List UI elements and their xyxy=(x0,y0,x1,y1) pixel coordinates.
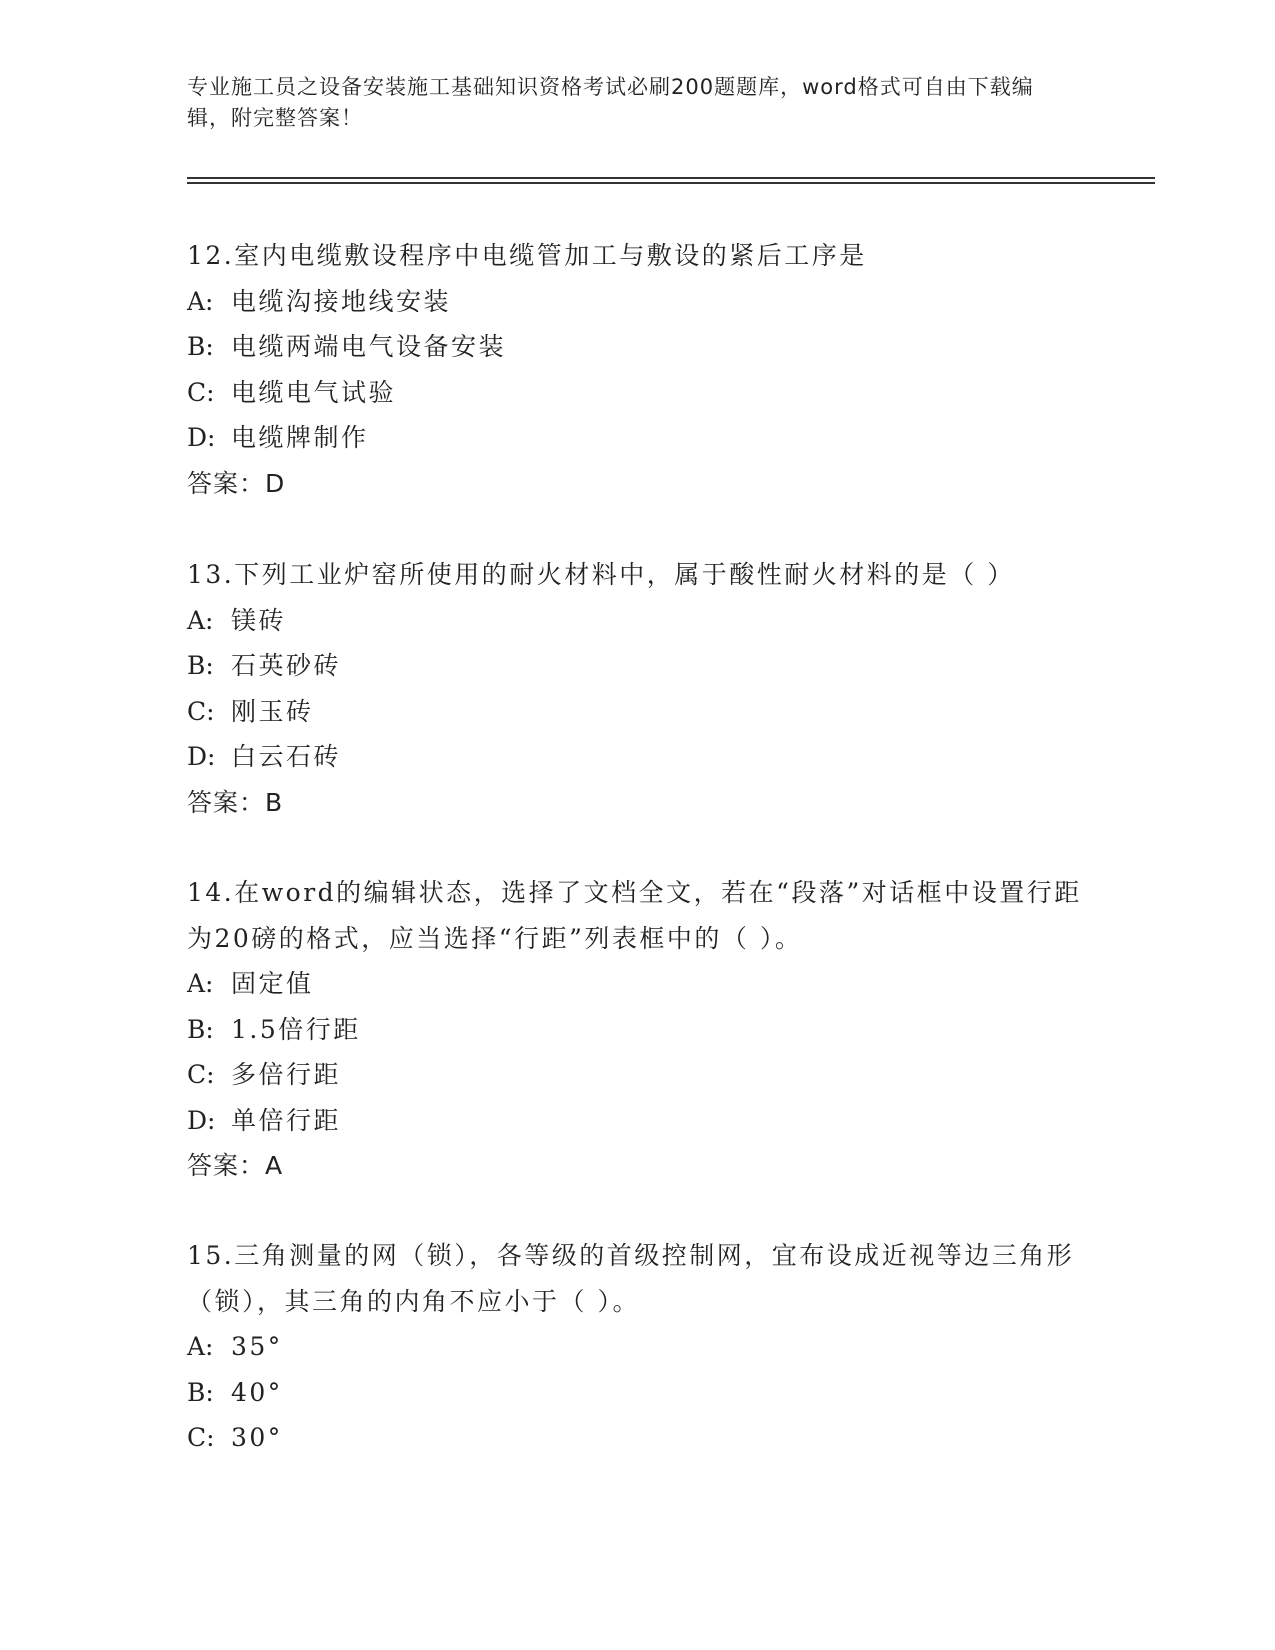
option-letter: D: xyxy=(187,423,216,452)
document-header: 专业施工员之设备安装施工基础知识资格考试必刷200题题库，word格式可自由下载编辑，附完整答案！ xyxy=(187,75,1034,130)
answer-label: 答案： xyxy=(187,1151,266,1180)
option-text: 刚玉砖 xyxy=(231,696,314,726)
question-15 xyxy=(187,1233,1087,1461)
option-d xyxy=(187,734,1087,780)
option-letter: C: xyxy=(187,1060,215,1089)
option-letter: C: xyxy=(187,1423,215,1452)
option-text: 电缆沟接地线安装 xyxy=(231,286,452,316)
answer-label: 答案： xyxy=(187,787,266,817)
option-text: 固定值 xyxy=(231,969,314,998)
answer-value: D xyxy=(265,468,286,498)
option-text: 单倍行距 xyxy=(231,1105,342,1135)
option-b xyxy=(187,643,1087,689)
option-letter: A: xyxy=(187,969,214,998)
option-b xyxy=(187,324,1087,370)
option-text: 40° xyxy=(231,1377,283,1407)
option-text: 镁砖 xyxy=(231,605,287,635)
option-letter: C: xyxy=(187,696,215,726)
option-c xyxy=(187,689,1087,735)
question-stem: 12.室内电缆敷设程序中电缆管加工与敷设的紧后工序是 xyxy=(187,241,867,270)
option-text: 白云石砖 xyxy=(231,742,342,771)
option-c xyxy=(187,370,1087,416)
header-divider-bottom xyxy=(187,182,1155,184)
option-text: 电缆两端电气设备安装 xyxy=(231,332,507,361)
option-letter: D: xyxy=(187,1105,216,1135)
option-letter: B: xyxy=(187,1014,214,1044)
option-letter: B: xyxy=(187,332,214,361)
option-text: 30° xyxy=(231,1423,283,1452)
option-d xyxy=(187,415,1087,461)
question-14 xyxy=(187,870,1087,1188)
answer-value: A xyxy=(265,1151,284,1180)
option-text: 35° xyxy=(231,1332,283,1361)
option-text: 多倍行距 xyxy=(231,1060,342,1089)
question-12 xyxy=(187,233,1087,506)
option-letter: A: xyxy=(187,605,214,635)
option-letter: A: xyxy=(187,286,214,316)
question-stem: 15.三角测量的网（锁），各等级的首级控制网，宜布设成近视等边三角形（锁），其三角的内角不应小于（ ）。 xyxy=(187,1241,1075,1316)
answer-label: 答案： xyxy=(187,468,266,498)
option-text: 1.5倍行距 xyxy=(231,1014,361,1044)
answer-value: B xyxy=(265,787,284,817)
option-a xyxy=(187,598,1087,644)
question-stem: 13.下列工业炉窑所使用的耐火材料中，属于酸性耐火材料的是（ ） xyxy=(187,560,1015,589)
option-letter: D: xyxy=(187,742,216,771)
option-letter: B: xyxy=(187,1377,214,1407)
option-text: 电缆电气试验 xyxy=(231,377,397,407)
answer-line xyxy=(187,461,1087,506)
question-13 xyxy=(187,552,1087,825)
option-c xyxy=(187,1415,1087,1461)
answer-line xyxy=(187,780,1087,825)
option-a xyxy=(187,1324,1087,1370)
option-c xyxy=(187,1052,1087,1098)
option-d xyxy=(187,1098,1087,1144)
option-b xyxy=(187,1370,1087,1416)
option-a xyxy=(187,961,1087,1007)
option-text: 电缆牌制作 xyxy=(231,423,369,452)
option-a xyxy=(187,279,1087,325)
option-letter: B: xyxy=(187,651,214,680)
option-letter: C: xyxy=(187,377,215,407)
option-text: 石英砂砖 xyxy=(231,651,342,680)
answer-line xyxy=(187,1143,1087,1188)
option-letter: A: xyxy=(187,1332,214,1361)
question-stem: 14.在word的编辑状态，选择了文档全文，若在“段落”对话框中设置行距为20磅的格式，应当选择“行距”列表框中的（ ）。 xyxy=(187,878,1082,953)
option-b xyxy=(187,1007,1087,1053)
header-divider-top xyxy=(187,177,1155,179)
